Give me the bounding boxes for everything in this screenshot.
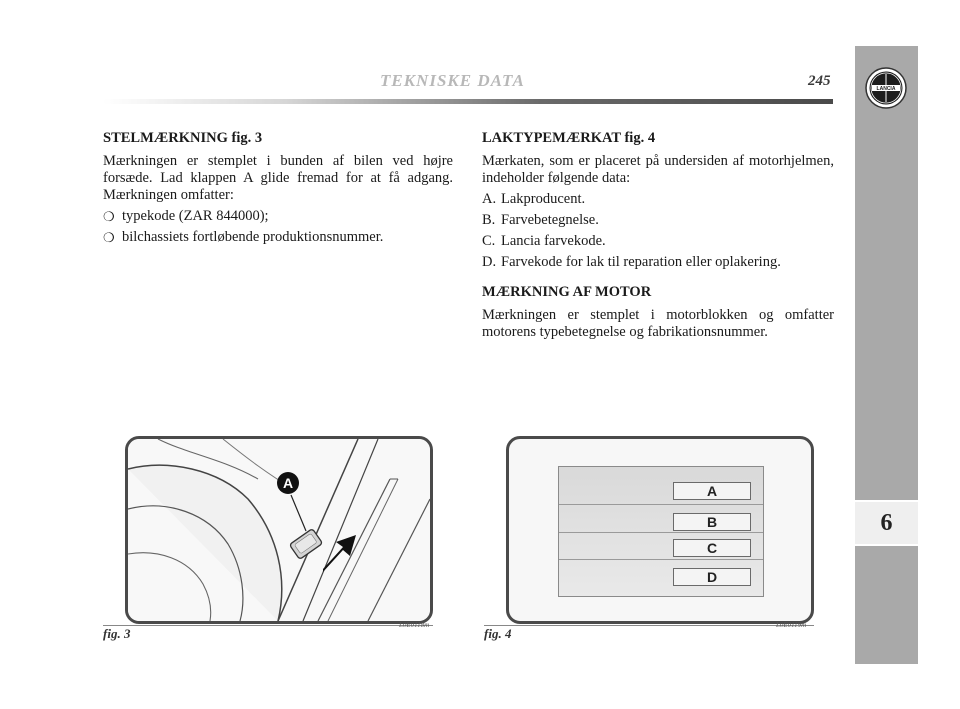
list-text: Farvekode for lak til reparation eller oplakering. xyxy=(501,254,781,270)
list-item xyxy=(482,191,834,208)
figure-4-caption: fig. 4 xyxy=(484,626,512,641)
list-text: Farvebetegnelse. xyxy=(501,212,599,228)
figure-4-rule xyxy=(484,625,814,626)
section-heading-paint-label: LAKTYPEMÆRKAT fig. 4 xyxy=(482,130,656,146)
list-letter: D. xyxy=(482,254,497,270)
lancia-logo-icon xyxy=(864,66,908,110)
list-item xyxy=(482,254,834,271)
list-letter: A. xyxy=(482,191,497,207)
header-rule xyxy=(103,99,833,104)
callout-a: A xyxy=(282,475,294,491)
figure-4-code: L0E0119m xyxy=(776,621,807,629)
label-box-a: A xyxy=(673,482,751,500)
chapter-number: 6 xyxy=(880,509,893,536)
figure-3-illustration xyxy=(125,436,433,624)
figure-4-illustration xyxy=(506,436,814,624)
list-item xyxy=(482,212,834,229)
list-item xyxy=(103,229,453,246)
section-heading-chassis: STELMÆRKNING fig. 3 xyxy=(103,130,263,146)
paint-label-intro: Mærkaten, som er placeret på undersiden af motorhjelmen, indeholder følgende data: xyxy=(482,153,834,186)
figure-3-rule xyxy=(103,625,433,626)
page-number: 245 xyxy=(808,73,831,89)
bullet-text: bilchassiets fortløbende produktionsnummer. xyxy=(122,229,384,245)
label-box-b: B xyxy=(673,513,751,531)
left-column xyxy=(103,130,453,246)
seat-floor-drawing xyxy=(128,439,430,621)
panel-divider xyxy=(559,559,763,560)
section-heading-engine: MÆRKNING AF MOTOR xyxy=(482,284,652,300)
list-item xyxy=(482,233,834,250)
figure-3-caption: fig. 3 xyxy=(103,626,131,641)
bullet-icon: ❍ xyxy=(103,230,115,245)
list-text: Lakproducent. xyxy=(501,191,586,207)
chassis-intro: Mærkningen er stemplet i bunden af bilen ved højre forsæde. Lad klappen A glide fremad for at få adgang. Mærkningen omfatter: xyxy=(103,153,453,203)
paint-label-panel xyxy=(558,466,764,597)
list-letter: C. xyxy=(482,233,496,249)
chapter-tab[interactable] xyxy=(855,500,918,546)
list-item xyxy=(103,208,453,225)
bullet-icon: ❍ xyxy=(103,209,115,224)
list-text: Lancia farvekode. xyxy=(501,233,606,249)
bullet-text: typekode (ZAR 844000); xyxy=(122,208,269,224)
running-header-title: TEKNISKE DATA xyxy=(380,71,525,90)
svg-text:LANCIA: LANCIA xyxy=(876,86,896,92)
right-column xyxy=(482,130,834,343)
engine-intro: Mærkningen er stemplet i motorblokken og omfatter motorens typebetegnelse og fabrikationsnummer. xyxy=(482,307,834,340)
chapter-sidebar xyxy=(855,46,918,664)
label-box-d: D xyxy=(673,568,751,586)
label-box-c: C xyxy=(673,539,751,557)
figure-3-code: L0E0118m xyxy=(399,621,430,629)
panel-divider xyxy=(559,532,763,533)
panel-divider xyxy=(559,504,763,505)
list-letter: B. xyxy=(482,212,496,228)
